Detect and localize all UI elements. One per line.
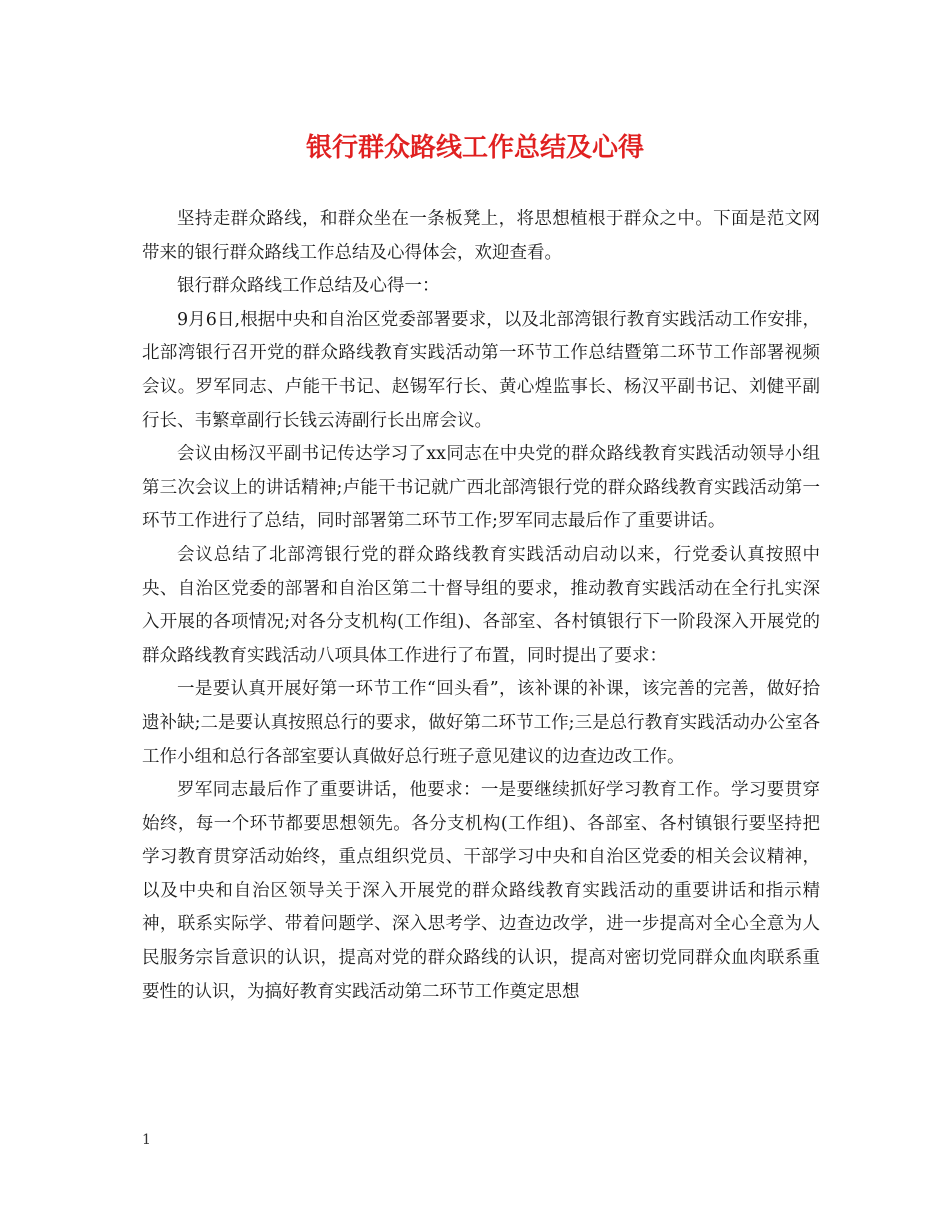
document-title: 银行群众路线工作总结及心得 [305, 133, 644, 163]
page-number: 1 [142, 1132, 151, 1148]
body-paragraph: 会议总结了北部湾银行党的群众路线教育实践活动启动以来，行党委认真按照中央、自治区党委的部署和自治区第二十督导组的要求，推动教育实践活动在全行扎实深入开展的各项情况;对各分支机构(工作组)、各部室、各村镇银行下一阶段深入开展党的群众路线教育实践活动八项具体工作进行了布置，同时提出了要求： [142, 544, 820, 666]
body-paragraph: 罗军同志最后作了重要讲话，他要求：一是要继续抓好学习教育工作。学习要贯穿始终，每一个环节都要思想领先。各分支机构(工作组)、各部室、各村镇银行要坚持把学习教育贯穿活动始终，重点组织党员、干部学习中央和自治区党委的相关会议精神，以及中央和自治区领导关于深入开展党的群众路线教育实践活动的重要讲话和指示精神，联系实际学、带着问题学、深入思考学、边查边改学，进一步提高对全心全意为人民服务宗旨意识的认识，提高对党的群众路线的认识，提高对密切党同群众血肉联系重要性的认识，为搞好教育实践活动第二环节工作奠定思想 [142, 780, 820, 1002]
body-paragraph: 坚持走群众路线，和群众坐在一条板凳上，将思想植根于群众之中。下面是范文网带来的银行群众路线工作总结及心得体会，欢迎查看。 [142, 209, 820, 263]
document-body [142, 203, 820, 1009]
body-paragraph: 一是要认真开展好第一环节工作“回头看”，该补课的补课，该完善的完善，做好拾遗补缺;二是要认真按照总行的要求，做好第二环节工作;三是总行教育实践活动办公室各工作小组和总行各部室要认真做好总行班子意见建议的边查边改工作。 [142, 679, 820, 767]
section-heading: 银行群众路线工作总结及心得一： [177, 276, 440, 297]
body-paragraph: 会议由杨汉平副书记传达学习了xx同志在中央党的群众路线教育实践活动领导小组第三次会议上的讲话精神;卢能干书记就广西北部湾银行党的群众路线教育实践活动第一环节工作进行了总结，同时部署第二环节工作;罗军同志最后作了重要讲话。 [142, 444, 820, 532]
body-paragraph: 9月6日,根据中央和自治区党委部署要求，以及北部湾银行教育实践活动工作安排，北部湾银行召开党的群众路线教育实践活动第一环节工作总结暨第二环节工作部署视频会议。罗军同志、卢能干书记、赵锡军行长、黄心煌监事长、杨汉平副书记、刘健平副行长、韦繁章副行长钱云涛副行长出席会议。 [142, 309, 820, 431]
